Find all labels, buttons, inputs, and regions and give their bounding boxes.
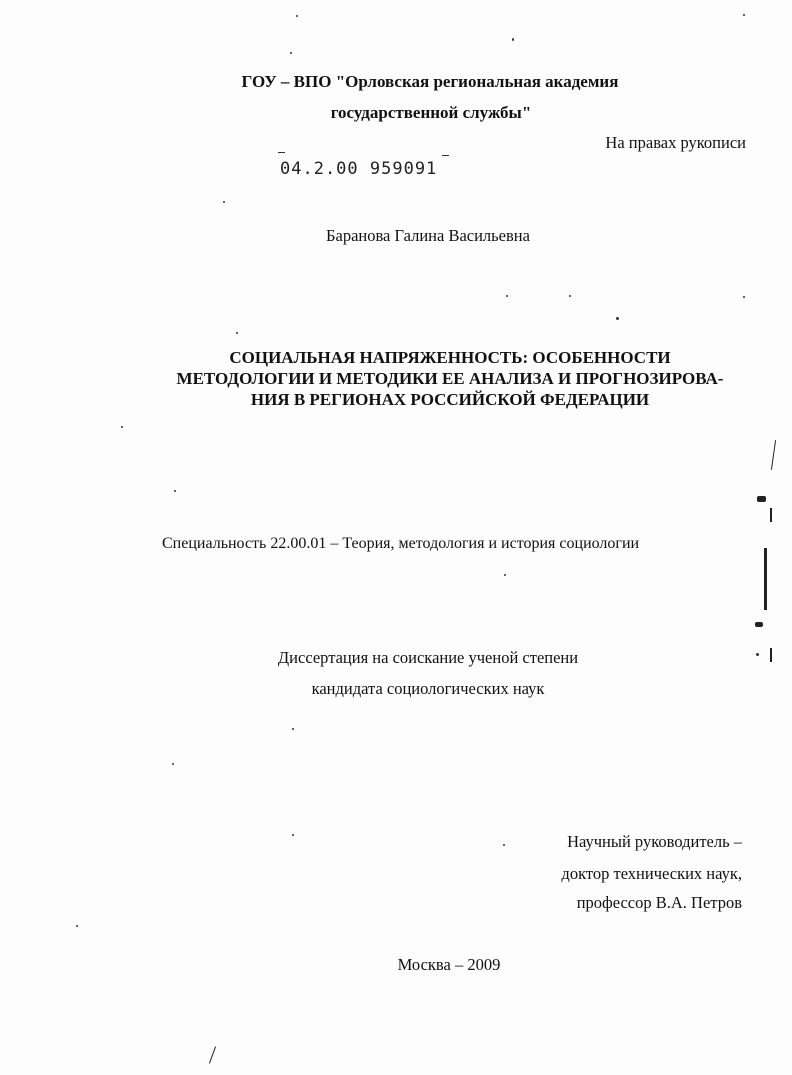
organization-name-line1: ГОУ – ВПО "Орловская региональная академия: [241, 72, 619, 91]
catalog-number-stamp: [280, 159, 437, 179]
organization-name-line2: государственной службы": [330, 103, 532, 122]
degree-line1: Диссертация на соискание ученой степени: [277, 648, 579, 667]
dissertation-title-line1: СОЦИАЛЬНАЯ НАПРЯЖЕННОСТЬ: ОСОБЕННОСТИ: [229, 348, 671, 367]
degree-line2: кандидата социологических наук: [311, 679, 545, 698]
specialty-line: Специальность 22.00.01 – Теория, методология и история социологии: [162, 535, 640, 552]
author-name: Баранова Галина Васильевна: [326, 226, 530, 245]
supervisor-degree: доктор технических наук,: [561, 864, 742, 883]
manuscript-rights-note: На правах рукописи: [605, 133, 746, 152]
supervisor-name: профессор В.А. Петров: [576, 893, 742, 912]
dissertation-title-line3: НИЯ В РЕГИОНАХ РОССИЙСКОЙ ФЕДЕРАЦИИ: [250, 390, 650, 409]
catalog-number: 04.2.00 959091: [280, 159, 438, 179]
city-year: Москва – 2009: [397, 955, 501, 974]
supervisor-label: Научный руководитель –: [567, 832, 742, 851]
dissertation-title-line2: МЕТОДОЛОГИИ И МЕТОДИКИ ЕЕ АНАЛИЗА И ПРОГНОЗИРОВА-: [176, 369, 724, 388]
